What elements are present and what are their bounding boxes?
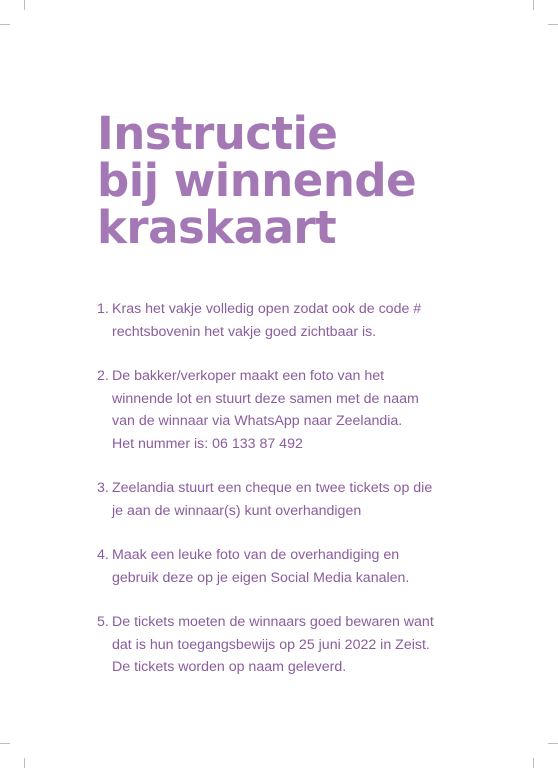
step-text [112,477,497,522]
step-number: 5. [97,614,109,630]
crop-mark-bottom-right-h [548,743,558,744]
step-line: dat is hun toegangsbewijs op 25 juni 2022 in Zeist. [112,636,430,653]
instruction-step-5 [97,611,497,679]
step-line: gebruik deze op je eigen Social Media kanalen. [112,569,410,586]
step-text [112,298,497,343]
instruction-step-3 [97,477,497,522]
crop-mark-bottom-right [533,758,534,768]
page-title [97,107,417,254]
crop-mark-top-left-h [0,24,10,25]
crop-mark-bottom-left-h [0,743,10,744]
step-line: je aan de winnaar(s) kunt overhandigen [112,502,362,519]
title-line-3: kraskaart [97,201,337,254]
crop-mark-top-right-h [548,24,558,25]
step-number: 1. [97,301,109,317]
instruction-step-1 [97,298,497,343]
step-line: Kras het vakje volledig open zodat ook de code # [112,301,422,317]
step-text [112,611,497,679]
title-line-2: bij winnende [97,154,417,207]
step-line: rechtsbovenin het vakje goed zichtbaar is. [112,323,377,340]
step-number: 3. [97,480,109,496]
step-text [112,365,497,455]
step-line: van de winnaar via WhatsApp naar Zeelandia. [112,413,403,429]
instruction-step-2 [97,365,497,455]
step-line: Het nummer is: 06 133 87 492 [112,435,303,452]
crop-mark-top-right [533,0,534,10]
step-text [112,544,497,589]
step-number: 4. [97,547,109,563]
step-line: De bakker/verkoper maakt een foto van het [112,368,385,384]
step-line: De tickets worden op naam geleverd. [112,659,347,675]
step-line: Zeelandia stuurt een cheque en twee tickets op die [112,480,433,496]
title-line-1: Instructie [97,107,338,160]
step-line: De tickets moeten de winnaars goed bewaren want [112,614,434,630]
crop-mark-top-left [24,0,25,10]
crop-mark-bottom-left [24,758,25,768]
instruction-step-4 [97,544,497,589]
step-line: winnende lot en stuurt deze samen met de naam [112,390,419,407]
instruction-list [97,298,497,701]
step-line: Maak een leuke foto van de overhandiging en [112,547,400,563]
step-number: 2. [97,368,109,384]
